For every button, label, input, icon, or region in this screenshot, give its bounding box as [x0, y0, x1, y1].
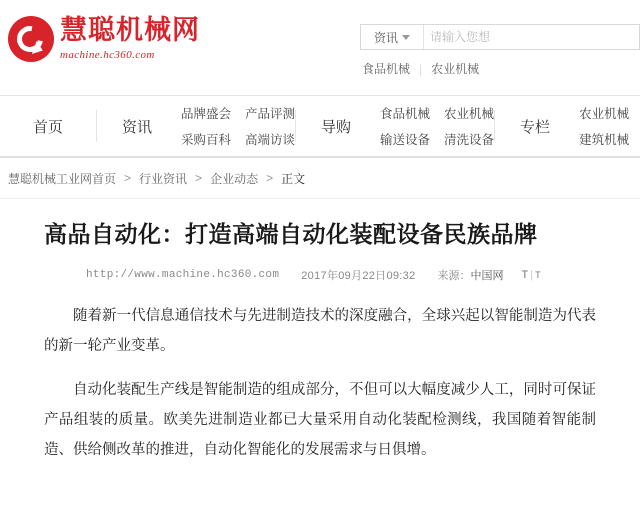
nav-group-news-label[interactable]	[97, 96, 177, 156]
breadcrumb-separator: >	[266, 171, 274, 185]
nav-link-guide-2[interactable]: 输送设备	[380, 133, 431, 147]
nav-link-news-0[interactable]: 品牌盛会	[181, 107, 232, 121]
nav-link-news-2[interactable]: 采购百科	[181, 133, 232, 147]
nav-group-column-label[interactable]	[495, 96, 575, 156]
site-header	[0, 0, 640, 96]
header-search-area	[360, 0, 640, 77]
logo-title-en: machine.hc360.com	[60, 48, 155, 61]
site-logo[interactable]	[0, 0, 300, 62]
hot-keywords	[360, 60, 640, 77]
search-category-select[interactable]	[361, 25, 424, 49]
breadcrumb-item-2[interactable]: 企业动态	[210, 171, 259, 186]
font-size-control[interactable]	[522, 269, 541, 281]
hot-keyword-1[interactable]: 农业机械	[431, 62, 480, 76]
breadcrumb-separator: >	[195, 171, 203, 185]
logo-title-cn: 慧聪机械网	[60, 15, 200, 47]
article-source	[438, 267, 504, 283]
article-date: 2017年09月22日09:32	[301, 269, 416, 282]
article-source-name[interactable]: 中国网	[470, 269, 504, 282]
nav-group-label-text: 资讯	[121, 118, 152, 136]
article-paragraph-1: 自动化装配生产线是智能制造的组成部分，不但可以大幅度减少人工，同时可保证产品组装的质量。欧美先进制造业都已大量采用自动化装配检测线，我国随着智能制造、供给侧改革的推进，自动化智能化的发展需求与日俱增。	[44, 381, 596, 458]
article-source-url[interactable]: http://www.machine.hc360.com	[86, 268, 280, 281]
main-nav	[0, 96, 640, 158]
nav-link-guide-3[interactable]: 清洗设备	[444, 133, 495, 147]
font-size-divider: |	[530, 268, 534, 281]
font-size-small-button[interactable]: T	[535, 269, 541, 280]
nav-group-news-links	[177, 96, 295, 156]
article	[0, 199, 640, 465]
breadcrumb-item-1[interactable]: 行业资讯	[139, 171, 188, 186]
font-size-large-button[interactable]: T	[521, 268, 529, 281]
article-paragraph-0: 随着新一代信息通信技术与先进制造技术的深度融合，全球兴起以智能制造为代表的新一轮产业变革。	[44, 307, 596, 354]
nav-link-guide-1[interactable]: 农业机械	[444, 107, 495, 121]
nav-item-home[interactable]	[0, 96, 96, 156]
hot-keyword-separator: |	[419, 61, 423, 76]
nav-link-column-0[interactable]: 农业机械	[579, 107, 630, 121]
nav-group-label-text: 专栏	[520, 118, 551, 136]
article-source-label: 来源：	[437, 269, 471, 282]
page-title: 高品自动化：打造高端自动化装配设备民族品牌	[44, 222, 538, 248]
breadcrumb-item-current: 正文	[281, 171, 306, 186]
article-meta	[44, 267, 596, 283]
search-input[interactable]	[424, 25, 639, 49]
nav-group-label-text: 导购	[321, 118, 352, 136]
hc-logo-icon	[8, 16, 54, 62]
nav-group-column-links	[575, 96, 629, 156]
breadcrumb-separator: >	[124, 171, 132, 185]
nav-link-news-3[interactable]: 高端访谈	[245, 133, 296, 147]
logo-text	[60, 17, 200, 60]
breadcrumb	[0, 158, 640, 199]
search-bar[interactable]	[360, 24, 640, 50]
nav-group-guide-label[interactable]	[296, 96, 376, 156]
chevron-down-icon	[402, 35, 410, 40]
nav-link-column-1[interactable]: 建筑机械	[579, 133, 630, 147]
nav-group-guide-links	[376, 96, 494, 156]
breadcrumb-item-0[interactable]: 慧聪机械工业网首页	[8, 171, 117, 186]
article-body	[44, 301, 596, 465]
nav-link-news-1[interactable]: 产品评测	[245, 107, 296, 121]
search-category-label: 资讯	[373, 30, 398, 45]
nav-link-guide-0[interactable]: 食品机械	[380, 107, 431, 121]
nav-home-label: 首页	[32, 118, 63, 136]
hot-keyword-0[interactable]: 食品机械	[362, 62, 411, 76]
